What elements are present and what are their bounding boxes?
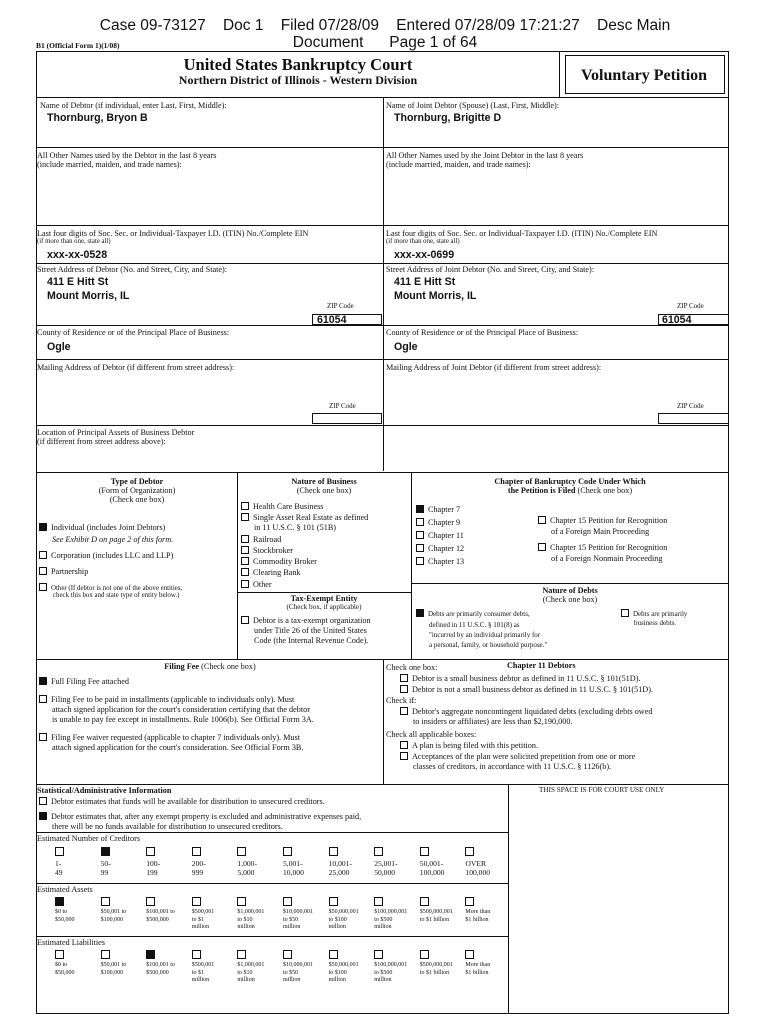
checkbox[interactable] bbox=[400, 707, 408, 715]
joint-other-names-label: All Other Names used by the Joint Debtor in the last 8 years (include married, maiden, and trade names): bbox=[386, 151, 584, 170]
checkbox[interactable] bbox=[55, 950, 64, 959]
court-district: Northern District of Illinois - Western Division bbox=[178, 73, 418, 87]
assets-option[interactable] bbox=[146, 897, 175, 924]
checkbox[interactable] bbox=[39, 583, 47, 591]
type-other-note: check this box and state type of entity below.) bbox=[53, 592, 180, 599]
checkbox[interactable] bbox=[329, 950, 338, 959]
creditors-option-label: 1- 49 bbox=[55, 859, 63, 878]
chapter-15-main-line-2: of a Foreign Main Proceeding bbox=[551, 527, 650, 536]
creditors-grid bbox=[37, 847, 507, 885]
form-id: B1 (Official Form 1)(1/08) bbox=[36, 41, 120, 50]
nb-commodity-broker[interactable]: Commodity Broker bbox=[241, 557, 317, 566]
creditors-option-label: OVER 100,000 bbox=[465, 859, 491, 878]
checkbox[interactable] bbox=[241, 513, 249, 521]
debtor-name: Thornburg, Bryon B bbox=[47, 112, 148, 124]
assets-option[interactable] bbox=[374, 897, 407, 932]
debtor-street-label: Street Address of Debtor (No. and Street, City, and State): bbox=[37, 265, 228, 274]
checkbox-checked[interactable] bbox=[146, 950, 155, 959]
fee-installments[interactable]: Filing Fee to be paid in installments (applicable to individuals only). Must bbox=[39, 695, 294, 704]
assets-option-label: $50,001 to $100,000 bbox=[100, 909, 127, 923]
creditors-option[interactable] bbox=[465, 847, 490, 877]
joint-zip: 61054 bbox=[662, 314, 692, 326]
checkbox[interactable] bbox=[538, 516, 546, 524]
assets-option-label: More than $1 billion bbox=[465, 909, 491, 923]
joint-zip-label: ZIP Code bbox=[677, 302, 704, 310]
liabilities-option[interactable] bbox=[192, 950, 215, 985]
assets-option-label: $500,001 to $1 million bbox=[191, 909, 215, 931]
creditors-option-label: 50- 99 bbox=[100, 859, 111, 878]
joint-street1: 411 E Hitt St bbox=[394, 276, 456, 288]
checkbox[interactable] bbox=[39, 733, 47, 741]
chapter-15-nonmain[interactable]: Chapter 15 Petition for Recognition bbox=[538, 543, 667, 552]
checkbox[interactable] bbox=[241, 502, 249, 510]
checkbox[interactable] bbox=[465, 950, 474, 959]
assets-option-label: $100,001 to $500,000 bbox=[146, 909, 175, 923]
assets-option-label: $100,000,001 to $500 million bbox=[374, 909, 408, 931]
creditors-option-label: 50,001- 100,000 bbox=[419, 859, 445, 878]
voluntary-petition-form bbox=[36, 51, 729, 1014]
chapter-9[interactable]: Chapter 9 bbox=[416, 518, 460, 527]
creditors-option-label: 200- 999 bbox=[191, 859, 206, 878]
debtor-street2: Mount Morris, IL bbox=[47, 290, 130, 302]
creditors-option[interactable] bbox=[374, 847, 397, 877]
debts-business[interactable]: Debts are primarily bbox=[621, 609, 687, 619]
court-use-only: THIS SPACE IS FOR COURT USE ONLY bbox=[539, 786, 665, 794]
fee-full[interactable]: Full Filing Fee attached bbox=[39, 677, 129, 686]
debtor-mailing-label: Mailing Address of Debtor (if different from street address): bbox=[37, 363, 235, 372]
liabilities-option-label: More than $1 billion bbox=[465, 962, 491, 976]
checkbox[interactable] bbox=[420, 897, 429, 906]
ch11-aggregate-line-2: to insiders or affiliates) are less than $2,190,000. bbox=[413, 717, 573, 726]
entered-date: Entered 07/28/09 17:21:27 bbox=[396, 17, 580, 34]
debtor-name-label: Name of Debtor (if individual, enter Last, First, Middle): bbox=[40, 101, 227, 110]
nature-of-debts: Nature of Debts (Check one box) bbox=[542, 586, 598, 605]
checkbox[interactable] bbox=[420, 847, 429, 856]
debtor-ssn: xxx-xx-0528 bbox=[47, 249, 108, 261]
tax-exempt-line-3: Code (the Internal Revenue Code). bbox=[254, 636, 369, 645]
liabilities-title: Estimated Liabilities bbox=[37, 938, 105, 947]
checkbox[interactable] bbox=[192, 897, 201, 906]
debtor-county: Ogle bbox=[47, 341, 71, 353]
nb-stockbroker[interactable]: Stockbroker bbox=[241, 546, 293, 555]
creditors-option-label: 10,001- 25,000 bbox=[328, 859, 353, 878]
debts-business-line-2: business debts. bbox=[634, 619, 676, 627]
chapter-7[interactable]: Chapter 7 bbox=[416, 505, 460, 514]
checkbox-checked[interactable] bbox=[39, 523, 47, 531]
checkbox[interactable] bbox=[374, 950, 383, 959]
ch11-not-small-business[interactable]: Debtor is not a small business debtor as defined in 11 U.S.C. § 101(51D). bbox=[400, 685, 653, 694]
nb-single-asset-note: in 11 U.S.C. § 101 (51B) bbox=[254, 523, 337, 532]
checkbox[interactable] bbox=[241, 557, 249, 565]
checkbox[interactable] bbox=[101, 897, 110, 906]
checkbox[interactable] bbox=[416, 518, 424, 526]
creditors-option[interactable] bbox=[329, 847, 352, 877]
assets-option[interactable] bbox=[192, 897, 215, 932]
stats-funds[interactable]: Debtor estimates that funds will be available for distribution to unsecured creditors. bbox=[39, 797, 325, 806]
nb-clearing-bank[interactable]: Clearing Bank bbox=[241, 568, 301, 577]
checkbox[interactable] bbox=[241, 535, 249, 543]
ch11-acceptances-line-2: classes of creditors, in accordance with 11 U.S.C. § 1126(b). bbox=[413, 762, 612, 771]
liabilities-option[interactable] bbox=[101, 950, 127, 977]
ch11-plan[interactable]: A plan is being filed with this petition. bbox=[400, 741, 538, 750]
liabilities-option[interactable] bbox=[55, 950, 75, 977]
case-header-line bbox=[0, 17, 770, 35]
checkbox[interactable] bbox=[621, 609, 629, 617]
checkbox[interactable] bbox=[374, 847, 383, 856]
liabilities-option[interactable] bbox=[283, 950, 313, 985]
creditors-option-label: 5,001- 10,000 bbox=[283, 859, 304, 878]
creditors-option-label: 100- 199 bbox=[146, 859, 161, 878]
assets-option[interactable] bbox=[283, 897, 313, 932]
debtor-mail-zip-label: ZIP Code bbox=[329, 402, 356, 410]
joint-county: Ogle bbox=[394, 341, 418, 353]
page-count: Page 1 of 64 bbox=[389, 34, 478, 51]
checkbox[interactable] bbox=[241, 568, 249, 576]
type-individual[interactable]: Individual (includes Joint Debtors) bbox=[39, 523, 165, 532]
creditors-option[interactable] bbox=[283, 847, 304, 877]
checkbox[interactable] bbox=[400, 674, 408, 682]
type-corporation[interactable]: Corporation (includes LLC and LLP) bbox=[39, 551, 173, 560]
liabilities-option-label: $50,000,001 to $100 million bbox=[328, 962, 359, 984]
joint-street-label: Street Address of Joint Debtor (No. and Street, City, and State): bbox=[386, 265, 594, 274]
assets-title: Estimated Assets bbox=[37, 885, 93, 894]
debtor-ssn-label: Last four digits of Soc. Sec. or Individual-Taxpayer I.D. (ITIN) No./Complete EIN (if more than one, state all) bbox=[37, 229, 309, 246]
liabilities-option[interactable] bbox=[237, 950, 264, 985]
liabilities-option-label: $500,001 to $1 million bbox=[191, 962, 215, 984]
chapter-section: Chapter of Bankruptcy Code Under Which the Petition is Filed (Check one box) bbox=[494, 477, 646, 496]
tax-exempt-entity: Tax-Exempt Entity (Check box, if applicable) bbox=[286, 594, 362, 612]
checkbox-checked[interactable] bbox=[101, 847, 110, 856]
checkbox[interactable] bbox=[241, 546, 249, 554]
doc-number: Doc 1 bbox=[222, 17, 264, 34]
checkbox[interactable] bbox=[39, 551, 47, 559]
debtor-other-names-label: All Other Names used by the Debtor in the last 8 years (include married, maiden, and trade names): bbox=[37, 151, 217, 170]
assets-option[interactable] bbox=[420, 897, 453, 924]
checkbox[interactable] bbox=[192, 847, 201, 856]
checkbox[interactable] bbox=[283, 897, 292, 906]
petition-title: Voluntary Petition bbox=[580, 67, 708, 84]
chapter-13[interactable]: Chapter 13 bbox=[416, 557, 464, 566]
type-partnership[interactable]: Partnership bbox=[39, 567, 88, 576]
checkbox[interactable] bbox=[329, 847, 338, 856]
debts-consumer[interactable]: Debts are primarily consumer debts, bbox=[416, 609, 530, 619]
nb-health-care[interactable]: Health Care Business bbox=[241, 502, 324, 511]
liabilities-option[interactable] bbox=[465, 950, 490, 977]
checkbox-checked[interactable] bbox=[55, 897, 64, 906]
joint-ssn: xxx-xx-0699 bbox=[394, 249, 455, 261]
checkbox[interactable] bbox=[420, 950, 429, 959]
checkbox[interactable] bbox=[146, 897, 155, 906]
creditors-option[interactable] bbox=[192, 847, 206, 877]
liabilities-option-label: $50,001 to $100,000 bbox=[100, 962, 127, 976]
checkbox[interactable] bbox=[237, 847, 246, 856]
tax-exempt-line-2: under Title 26 of the United States bbox=[254, 626, 367, 635]
checkbox[interactable] bbox=[400, 752, 408, 760]
nb-single-asset[interactable]: Single Asset Real Estate as defined bbox=[241, 513, 368, 522]
assets-option-label: $0 to $50,000 bbox=[55, 909, 75, 923]
liabilities-grid bbox=[37, 950, 507, 988]
debts-consumer-def: defined in 11 U.S.C. § 101(8) as "incurred by an individual primarily for a personal, family, or household purpose." bbox=[429, 621, 548, 649]
checkbox[interactable] bbox=[329, 897, 338, 906]
checkbox[interactable] bbox=[400, 741, 408, 749]
creditors-option[interactable] bbox=[146, 847, 160, 877]
debtor-zip-label: ZIP Code bbox=[327, 302, 354, 310]
checkbox-checked[interactable] bbox=[416, 609, 424, 617]
ch11-small-business[interactable]: Debtor is a small business debtor as defined in 11 U.S.C. § 101(51D). bbox=[400, 674, 640, 683]
assets-option-label: $1,000,001 to $10 million bbox=[237, 909, 265, 931]
creditors-title: Estimated Number of Creditors bbox=[37, 834, 141, 843]
checkbox[interactable] bbox=[283, 847, 292, 856]
location-label: Location of Principal Assets of Business Debtor (if different from street address above): bbox=[37, 428, 195, 447]
chapter-15-nonmain-line-2: of a Foreign Nonmain Proceeding bbox=[551, 554, 663, 563]
checkbox[interactable] bbox=[101, 950, 110, 959]
ch11-check-all: Check all applicable boxes: bbox=[386, 730, 477, 739]
joint-name-label: Name of Joint Debtor (Spouse) (Last, First, Middle): bbox=[386, 101, 560, 110]
ch11-acceptances[interactable]: Acceptances of the plan were solicited prepetition from one or more bbox=[400, 752, 635, 761]
joint-street2: Mount Morris, IL bbox=[394, 290, 477, 302]
chapter-11[interactable]: Chapter 11 bbox=[416, 531, 464, 540]
checkbox[interactable] bbox=[416, 557, 424, 565]
case-number: Case 09-73127 bbox=[99, 17, 206, 34]
chapter-12[interactable]: Chapter 12 bbox=[416, 544, 464, 553]
liabilities-option[interactable] bbox=[374, 950, 407, 985]
joint-county-label: County of Residence or of the Principal Place of Business: bbox=[386, 328, 579, 337]
checkbox[interactable] bbox=[192, 950, 201, 959]
fee-waiver[interactable]: Filing Fee waiver requested (applicable to chapter 7 individuals only). Must bbox=[39, 733, 300, 742]
stats-no-funds[interactable]: Debtor estimates that, after any exempt property is excluded and administrative expenses paid, bbox=[39, 812, 361, 821]
type-of-debtor: Type of Debtor (Form of Organization) (Check one box) bbox=[98, 477, 176, 505]
liabilities-option-label: $500,000,001 to $1 billion bbox=[419, 962, 453, 976]
creditors-option[interactable] bbox=[55, 847, 64, 877]
checkbox-checked[interactable] bbox=[39, 677, 47, 685]
checkbox-checked[interactable] bbox=[416, 505, 424, 513]
creditors-option-label: 1,000- 5,000 bbox=[237, 859, 258, 878]
joint-mailing-label: Mailing Address of Joint Debtor (if different from street address): bbox=[386, 363, 602, 372]
joint-ssn-label: Last four digits of Soc. Sec. or Individual-Taxpayer I.D. (ITIN) No./Complete EIN (if more than one, state all) bbox=[386, 229, 658, 246]
fee-installments-line-3: is unable to pay fee except in installments. Rule 1006(b). See Official Form 3A. bbox=[52, 715, 314, 724]
liabilities-option[interactable] bbox=[420, 950, 453, 977]
joint-mail-zip-label: ZIP Code bbox=[677, 402, 704, 410]
nb-other[interactable]: Other bbox=[241, 580, 272, 589]
checkbox-checked[interactable] bbox=[39, 812, 47, 820]
assets-option[interactable] bbox=[465, 897, 490, 924]
assets-option-label: $10,000,001 to $50 million bbox=[283, 909, 313, 931]
liabilities-option-label: $100,000,001 to $500 million bbox=[374, 962, 408, 984]
creditors-option[interactable] bbox=[101, 847, 111, 877]
checkbox[interactable] bbox=[39, 567, 47, 575]
creditors-option[interactable] bbox=[237, 847, 257, 877]
assets-option[interactable] bbox=[329, 897, 359, 932]
debtor-zip: 61054 bbox=[317, 314, 347, 326]
filing-fee-title: Filing Fee (Check one box) bbox=[164, 662, 256, 671]
creditors-option-label: 25,001- 50,000 bbox=[374, 859, 398, 878]
ch11-title: Chapter 11 Debtors bbox=[507, 661, 576, 670]
type-individual-note: See Exhibit D on page 2 of this form. bbox=[52, 535, 174, 544]
assets-option[interactable] bbox=[101, 897, 127, 924]
debtor-street1: 411 E Hitt St bbox=[47, 276, 109, 288]
assets-option-label: $500,000,001 to $1 billion bbox=[419, 909, 453, 923]
checkbox[interactable] bbox=[55, 847, 64, 856]
liabilities-option-label: $0 to $50,000 bbox=[55, 962, 75, 976]
checkbox[interactable] bbox=[374, 897, 383, 906]
checkbox[interactable] bbox=[241, 616, 249, 624]
type-other[interactable]: Other (If debtor is not one of the above entities, bbox=[39, 583, 182, 593]
checkbox[interactable] bbox=[465, 897, 474, 906]
assets-option[interactable] bbox=[55, 897, 75, 924]
checkbox[interactable] bbox=[39, 695, 47, 703]
chapter-15-main[interactable]: Chapter 15 Petition for Recognition bbox=[538, 516, 667, 525]
nb-railroad[interactable]: Railroad bbox=[241, 535, 281, 544]
checkbox[interactable] bbox=[416, 531, 424, 539]
stats-no-funds-line-2: there will be no funds available for distribution to unsecured creditors. bbox=[52, 822, 283, 831]
assets-option-label: $50,000,001 to $100 million bbox=[328, 909, 359, 931]
stats-title: Statistical/Administrative Information bbox=[37, 786, 172, 795]
nature-of-business: Nature of Business (Check one box) bbox=[291, 477, 357, 496]
filed-date: Filed 07/28/09 bbox=[280, 17, 379, 34]
desc-main: Desc Main bbox=[597, 17, 671, 34]
checkbox[interactable] bbox=[416, 544, 424, 552]
checkbox[interactable] bbox=[283, 950, 292, 959]
fee-waiver-line-2: attach signed application for the court's consideration. See Official Form 3B. bbox=[52, 743, 304, 752]
tax-exempt-check[interactable]: Debtor is a tax-exempt organization bbox=[241, 616, 371, 625]
checkbox[interactable] bbox=[400, 685, 408, 693]
liabilities-option-label: $10,000,001 to $50 million bbox=[283, 962, 313, 984]
checkbox[interactable] bbox=[538, 543, 546, 551]
joint-name: Thornburg, Brigitte D bbox=[394, 112, 502, 124]
checkbox[interactable] bbox=[237, 897, 246, 906]
ch11-check-one: Check one box: bbox=[386, 663, 438, 672]
court-title: United States Bankruptcy Court bbox=[183, 55, 413, 74]
liabilities-option-label: $100,001 to $500,000 bbox=[146, 962, 175, 976]
liabilities-option[interactable] bbox=[329, 950, 359, 985]
assets-option[interactable] bbox=[237, 897, 264, 932]
checkbox[interactable] bbox=[39, 797, 47, 805]
checkbox[interactable] bbox=[465, 847, 474, 856]
assets-grid bbox=[37, 897, 507, 935]
fee-installments-line-2: attach signed application for the court's consideration certifying that the debtor bbox=[52, 705, 310, 714]
creditors-option[interactable] bbox=[420, 847, 445, 877]
debtor-county-label: County of Residence or of the Principal Place of Business: bbox=[37, 328, 230, 337]
checkbox[interactable] bbox=[146, 847, 155, 856]
ch11-aggregate[interactable]: Debtor's aggregate noncontingent liquidated debts (excluding debts owed bbox=[400, 707, 652, 716]
checkbox[interactable] bbox=[237, 950, 246, 959]
document-label: Document bbox=[292, 34, 364, 51]
liabilities-option-label: $1,000,001 to $10 million bbox=[237, 962, 265, 984]
ch11-check-if: Check if: bbox=[386, 696, 417, 705]
liabilities-option[interactable] bbox=[146, 950, 175, 977]
checkbox[interactable] bbox=[241, 580, 249, 588]
